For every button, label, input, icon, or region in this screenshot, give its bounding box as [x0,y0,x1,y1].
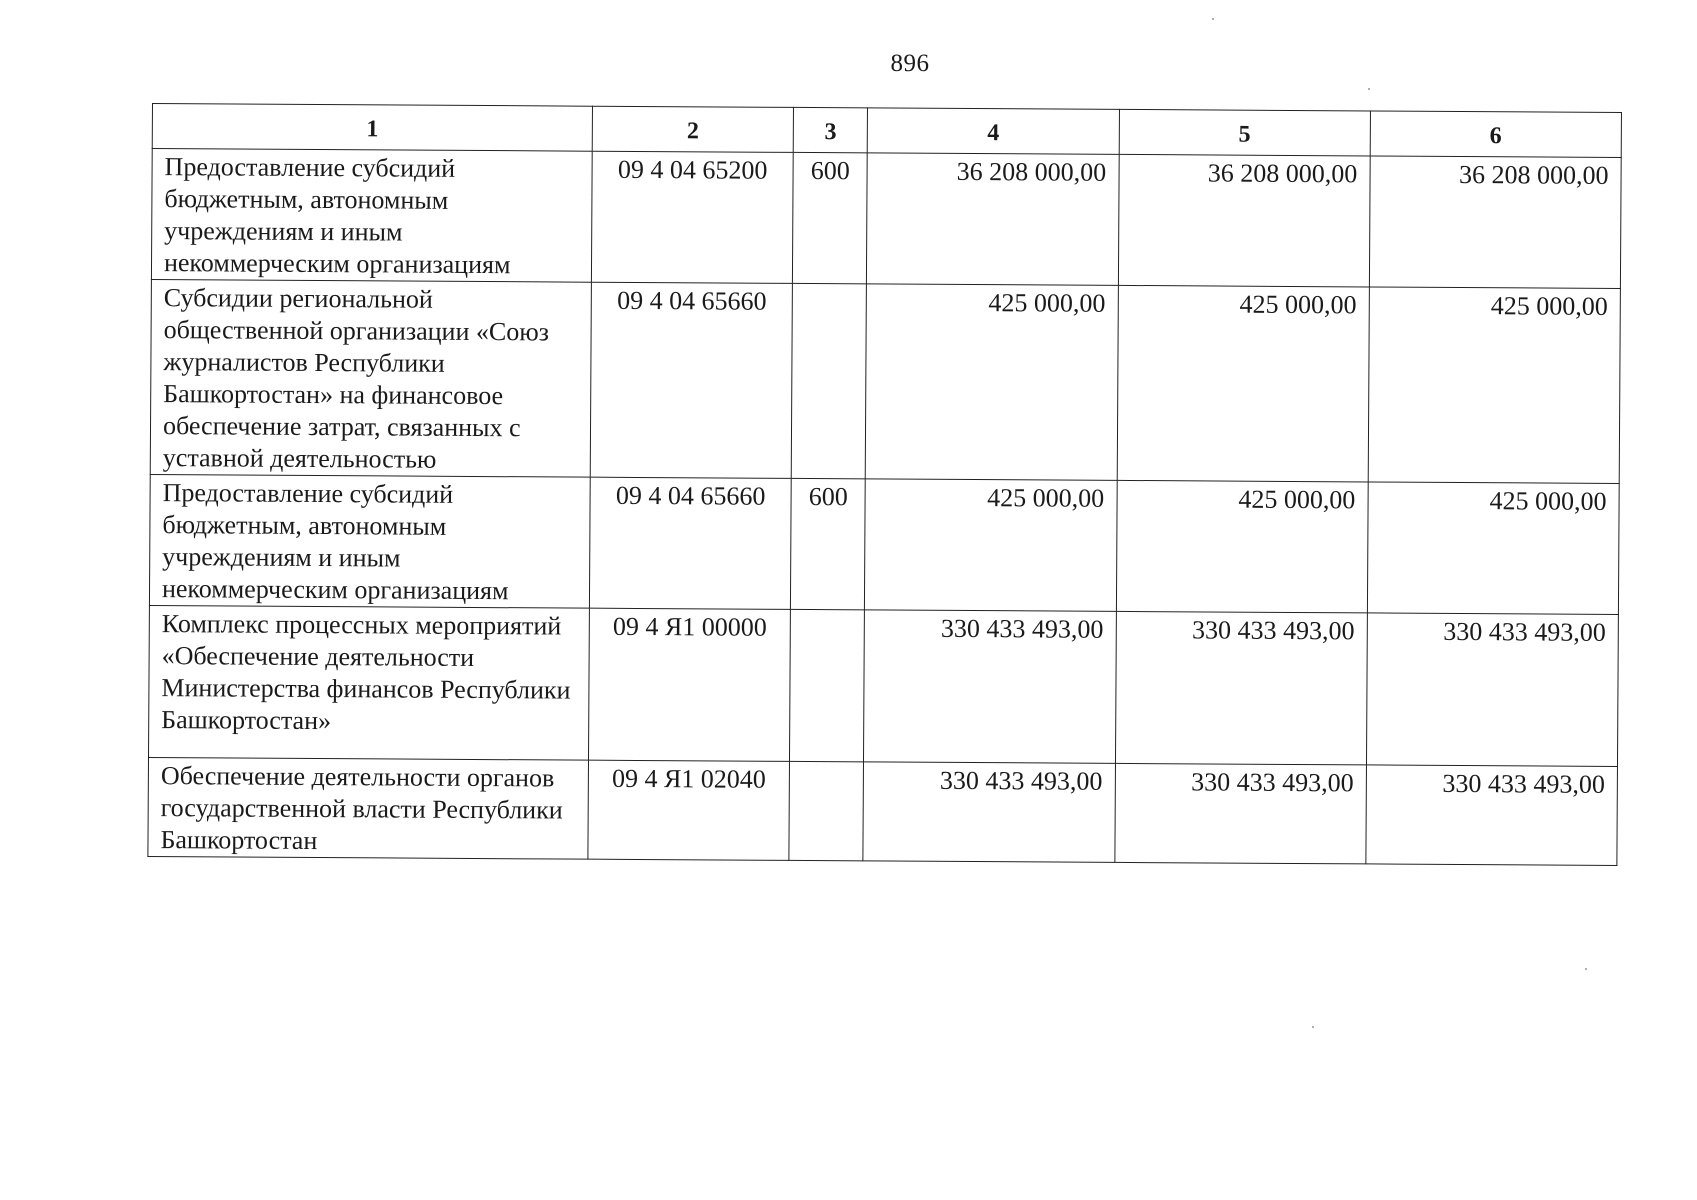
row-amount-col5: 425 000,00 [1116,480,1368,613]
row-name: Предоставление субсидий бюджетным, автономным учреждениям и иным некоммерческим организациям [151,149,592,283]
row-amount-col6: 425 000,00 [1368,287,1620,484]
row-name: Предоставление субсидий бюджетным, автономным учреждениям и иным некоммерческим организациям [149,474,590,608]
table-row [149,474,1619,614]
row-name: Субсидии региональной общественной организации «Союз журналистов Республики Башкортостан» на финансовое обеспечение затрат, связанных с уставной деятельностью [150,279,591,477]
row-amount-col6: 36 208 000,00 [1369,156,1621,289]
row-amount-col5: 425 000,00 [1117,285,1369,482]
table-row [151,149,1621,289]
row-amount-col4: 36 208 000,00 [867,153,1119,286]
row-amount-col5: 36 208 000,00 [1118,154,1370,287]
row-expense-type: 600 [790,478,865,609]
row-expense-type [789,761,864,860]
header-col-4: 4 [868,108,1119,155]
budget-table-container [147,103,1622,866]
budget-table [147,103,1622,866]
row-name: Обеспечение деятельности органов государственной власти Республики Башкортостан [148,757,589,859]
row-code: 09 4 04 65200 [592,151,794,283]
row-amount-col4: 330 433 493,00 [863,762,1115,863]
row-expense-type [791,283,867,478]
scan-speck [1312,1026,1314,1028]
table-row [148,757,1618,865]
scan-speck [1585,968,1587,970]
header-col-2: 2 [592,106,793,152]
row-amount-col5: 330 433 493,00 [1115,611,1367,765]
header-col-1: 1 [152,104,592,152]
row-amount-col6: 425 000,00 [1367,482,1619,615]
row-expense-type [790,609,865,761]
row-code: 09 4 04 65660 [590,282,792,478]
row-name: Комплекс процессных мероприятий «Обеспечение деятельности Министерства финансов Республики Башкортостан» [149,605,590,760]
row-amount-col6: 330 433 493,00 [1366,765,1618,866]
row-code: 09 4 04 65660 [590,477,792,609]
header-col-3: 3 [793,107,868,152]
row-amount-col6: 330 433 493,00 [1366,613,1618,767]
row-amount-col4: 425 000,00 [866,284,1118,481]
page-number: 896 [890,50,930,77]
row-code: 09 4 Я1 00000 [589,608,791,761]
row-amount-col4: 425 000,00 [865,479,1117,612]
row-amount-col4: 330 433 493,00 [864,610,1116,764]
table-row [150,279,1620,483]
row-amount-col5: 330 433 493,00 [1114,763,1366,864]
scan-speck [1212,18,1214,20]
row-expense-type: 600 [792,152,867,283]
table-row [149,605,1619,766]
scan-speck [1368,88,1370,90]
header-col-5: 5 [1119,109,1370,156]
row-code: 09 4 Я1 02040 [588,760,790,860]
header-col-6: 6 [1370,111,1622,158]
